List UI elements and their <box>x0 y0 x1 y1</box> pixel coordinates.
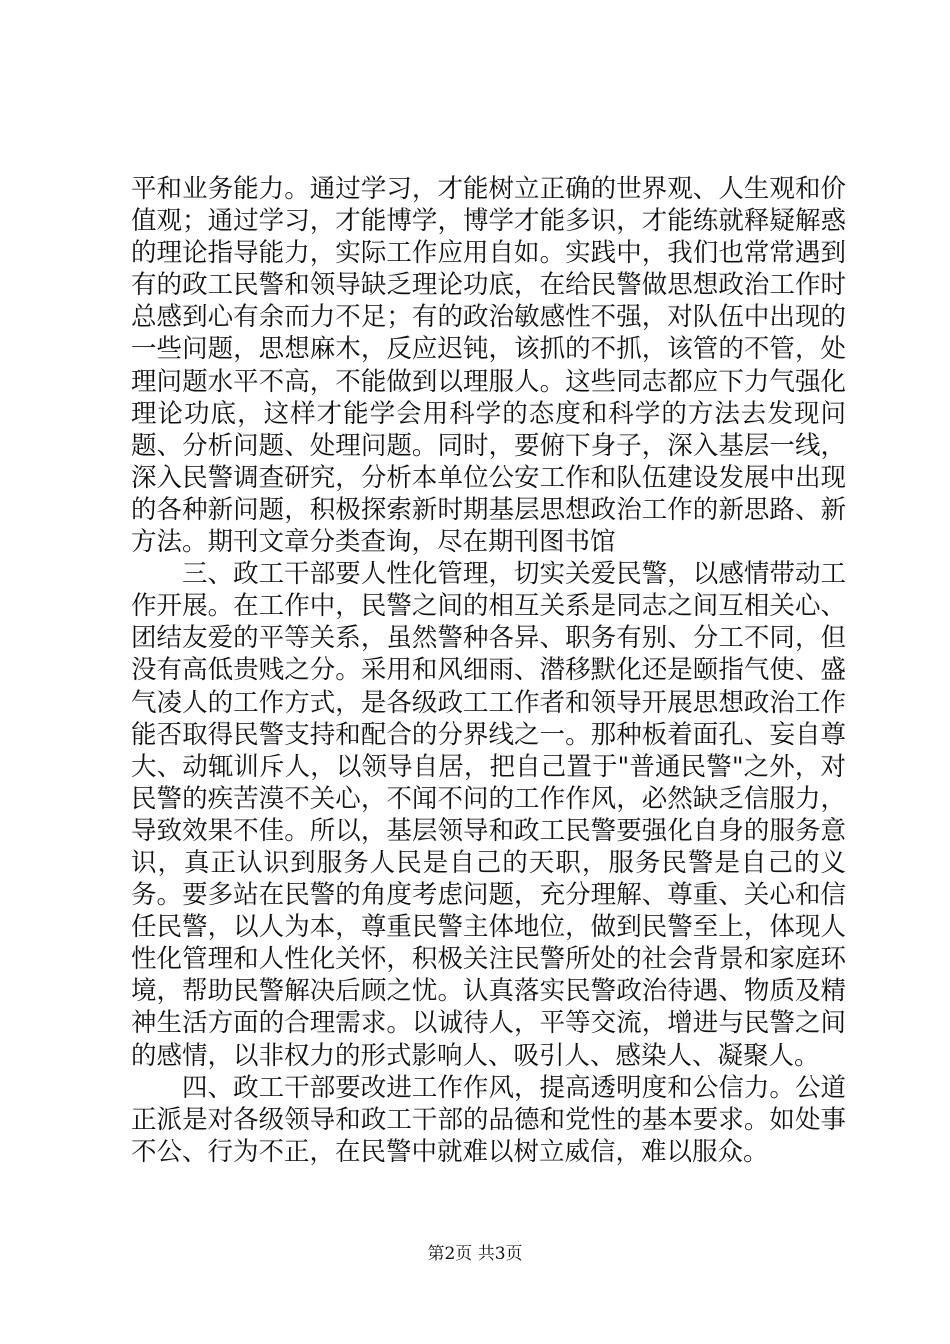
page-footer: 第2页 共3页 <box>427 1244 523 1264</box>
paragraph-continued: 平和业务能力。通过学习，才能树立正确的世界观、人生观和价值观；通过学习，才能博学，博学才能多识，才能练就释疑解惑的理论指导能力，实际工作应用自如。实践中，我们也常常遇到有的政工民警和领导缺乏理论功底，在给民警做思想政治工作时总感到心有余而力不足；有的政治敏感性不强，对队伍中出现的一些问题，思想麻木，反应迟钝，该抓的不抓，该管的不管，处理问题水平不高，不能做到以理服人。这些同志都应下力气强化理论功底，这样才能学会用科学的态度和科学的方法去发现问题、分析问题、处理问题。同时，要俯下身子，深入基层一线，深入民警调查研究，分析本单位公安工作和队伍建设发展中出现的各种新问题，积极探索新时期基层思想政治工作的新思路、新方法。期刊文章分类查询，尽在期刊图书馆 <box>131 174 846 558</box>
paragraph-section-three: 三、政工干部要人性化管理，切实关爱民警，以感情带动工作开展。在工作中，民警之间的相互关系是同志之间互相关心、团结友爱的平等关系，虽然警种各异、职务有别、分工不同，但没有高低贵贱之分。采用和风细雨、潜移默化还是颐指气使、盛气凌人的工作方式，是各级政工工作者和领导开展思想政治工作能否取得民警支持和配合的分界线之一。那种板着面孔、妄自尊大、动辄训斥人，以领导自居，把自己置于"普通民警"之外，对民警的疾苦漠不关心，不闻不问的工作作风，必然缺乏信服力，导致效果不佳。所以，基层领导和政工民警要强化自身的服务意识，真正认识到服务人民是自己的天职，服务民警是自己的义务。要多站在民警的角度考虑问题，充分理解、尊重、关心和信任民警，以人为本，尊重民警主体地位，做到民警至上，体现人性化管理和人性化关怀，积极关注民警所处的社会背景和家庭环境，帮助民警解决后顾之忧。认真落实民警政治待遇、物质及精神生活方面的合理需求。以诚待人，平等交流，增进与民警之间的感情，以非权力的形式影响人、吸引人、感染人、凝聚人。 <box>131 559 846 1071</box>
document-body <box>131 173 846 1168</box>
paragraph-section-four: 四、政工干部要改进工作作风，提高透明度和公信力。公道正派是对各级领导和政工干部的品德和党性的基本要求。如处事不公、行为不正，在民警中就难以树立威信，难以服众。 <box>131 1072 846 1167</box>
